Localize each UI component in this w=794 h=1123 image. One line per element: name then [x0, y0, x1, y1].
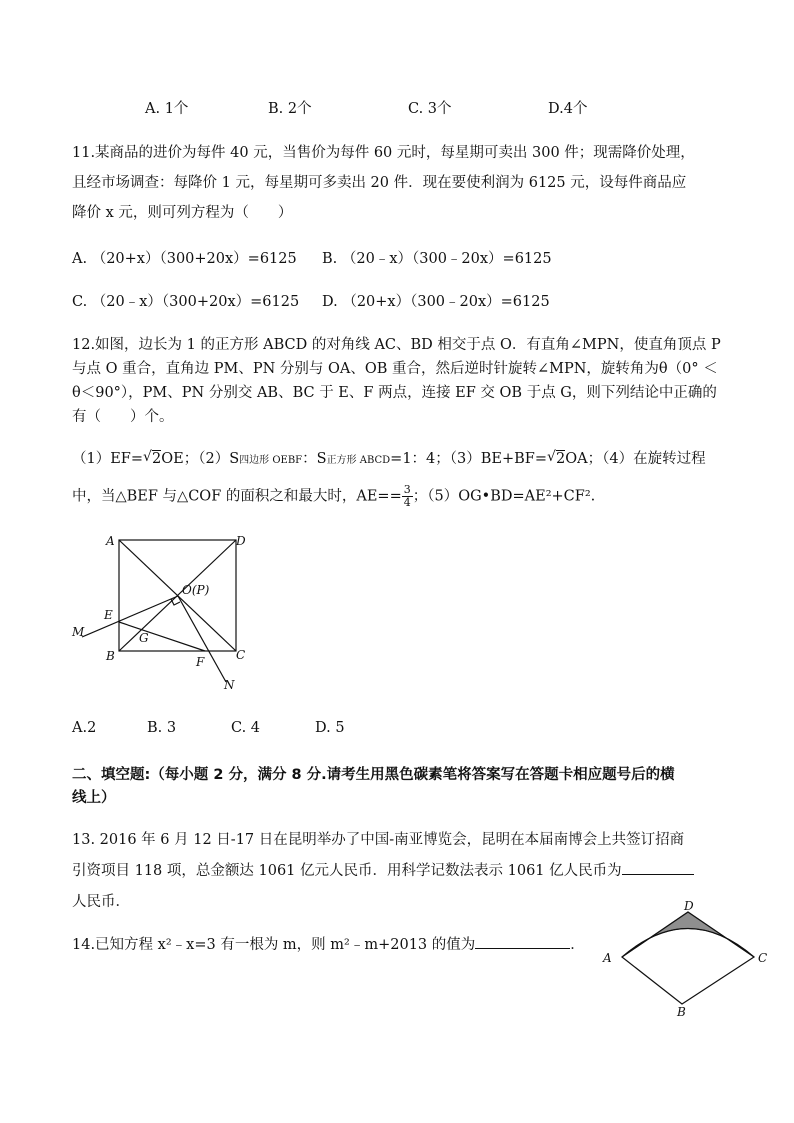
- q12-option-b: B. 3: [147, 720, 177, 736]
- conclusion-2-suffix: =1：4；（3）BE+BF=: [390, 451, 548, 467]
- q13-answer-blank: [622, 860, 694, 875]
- conclusion-4-prefix: 中，当△BEF 与△COF 的面积之和最大时，AE==: [72, 488, 402, 505]
- q13-line-2: [72, 859, 694, 880]
- subscript-square: 正方形 ABCD: [326, 455, 391, 466]
- fraction-numerator: 3: [403, 483, 411, 496]
- section-2-line-1: 二、填空题:（每小题 2 分，满分 8 分.请考生用黑色碳素笔将答案写在答题卡相应题号后的横: [72, 767, 675, 783]
- label-e: E: [104, 608, 113, 622]
- rhombus-arc-figure: [596, 895, 768, 1020]
- conclusion-2-mid: ：S: [302, 451, 327, 467]
- q13-line-2-text: 引资项目 118 项，总金额达 1061 亿元人民币．用科学记数法表示 1061 亿人民币为: [72, 863, 622, 879]
- label-c: C: [236, 648, 246, 662]
- shaded-region: [622, 912, 754, 957]
- q12-line-2: 与点 O 重合，直角边 PM、PN 分别与 OA、OB 重合，然后逆时针旋转∠MPN，旋转角为θ（0° ＜: [72, 361, 718, 377]
- q11-line-2: 且经市场调查：每降价 1 元，每星期可多卖出 20 件．现在要使利润为 6125 元，设每件商品应: [72, 175, 687, 191]
- q11-option-a: A. （20+x）（300+20x）=6125: [72, 251, 297, 267]
- label-a: A: [603, 951, 612, 965]
- q11-option-c: C. （20﹣x）（300+20x）=6125: [72, 294, 300, 310]
- question-14: [72, 933, 585, 954]
- q10-option-d: D.4个: [548, 101, 588, 117]
- sqrt-arg-2: 2: [556, 451, 566, 467]
- q10-option-c: C. 3个: [408, 101, 452, 117]
- q12-conclusions-line-2: [72, 484, 595, 509]
- conclusion-5: ；（5）OG•BD=AE²+CF².: [412, 488, 596, 505]
- arc-ac: [622, 929, 754, 958]
- q10-option-a: A. 1个: [145, 101, 189, 117]
- label-o-p: O(P): [182, 583, 210, 597]
- label-d: D: [236, 534, 246, 548]
- q12-square-figure: [60, 530, 260, 695]
- q12-option-a: A.2: [72, 720, 97, 736]
- sqrt-symbol-2: √ 2: [547, 449, 566, 467]
- label-a: A: [106, 534, 115, 548]
- fraction-denominator: 4: [403, 496, 411, 509]
- label-g: G: [139, 631, 149, 645]
- q14-text: 14.已知方程 x²﹣x=3 有一根为 m，则 m²﹣m+2013 的值为: [72, 937, 476, 953]
- q11-line-1: 11.某商品的进价为每件 40 元，当售价为每件 60 元时，每星期可卖出 300 件；现需降价处理，: [72, 145, 695, 161]
- q14-answer-blank: [475, 934, 570, 949]
- q12-conclusions-line-1: [72, 447, 706, 468]
- label-n: N: [224, 678, 235, 692]
- q11-option-d: D. （20+x）（300﹣20x）=6125: [322, 294, 550, 310]
- q11-option-b: B. （20﹣x）（300﹣20x）=6125: [322, 251, 552, 267]
- label-m: M: [72, 625, 85, 639]
- label-d: D: [684, 899, 694, 913]
- ray-pn: [178, 596, 226, 682]
- q13-line-3: 人民币．: [72, 894, 130, 910]
- label-c: C: [758, 951, 768, 965]
- q12-line-4: 有（ ）个。: [72, 409, 174, 425]
- q12-line-1: 12.如图，边长为 1 的正方形 ABCD 的对角线 AC、BD 相交于点 O．有直角∠MPN，使直角顶点 P: [72, 337, 721, 353]
- conclusion-1-prefix: （1）EF=: [72, 451, 144, 467]
- fraction-3-4: [402, 484, 413, 509]
- q11-line-3: 降价 x 元，则可列方程为（ ）: [72, 205, 293, 221]
- subscript-quad: 四边形 OEBF: [239, 455, 303, 466]
- sqrt-symbol: √ 2: [143, 449, 162, 467]
- label-b: B: [677, 1005, 686, 1019]
- q14-end: ．: [570, 937, 585, 953]
- label-b: B: [106, 649, 115, 663]
- q10-option-b: B. 2个: [268, 101, 312, 117]
- q12-line-3: θ＜90°），PM、PN 分别交 AB、BC 于 E、F 两点，连接 EF 交 OB 于点 G，则下列结论中正确的: [72, 385, 717, 401]
- conclusion-3-suffix: OA；（4）在旋转过程: [565, 451, 706, 467]
- segment-ef: [119, 622, 205, 651]
- label-f: F: [196, 655, 205, 669]
- ray-pm: [82, 596, 178, 637]
- conclusion-1-suffix: OE；（2）S: [161, 451, 240, 467]
- section-2-line-2: 线上）: [72, 790, 116, 806]
- sqrt-arg: 2: [152, 451, 162, 467]
- q12-option-c: C. 4: [231, 720, 261, 736]
- q12-option-d: D. 5: [315, 720, 345, 736]
- q13-line-1: 13. 2016 年 6 月 12 日-17 日在昆明举办了中国-南亚博览会，昆明在本届南博会上共签订招商: [72, 832, 685, 848]
